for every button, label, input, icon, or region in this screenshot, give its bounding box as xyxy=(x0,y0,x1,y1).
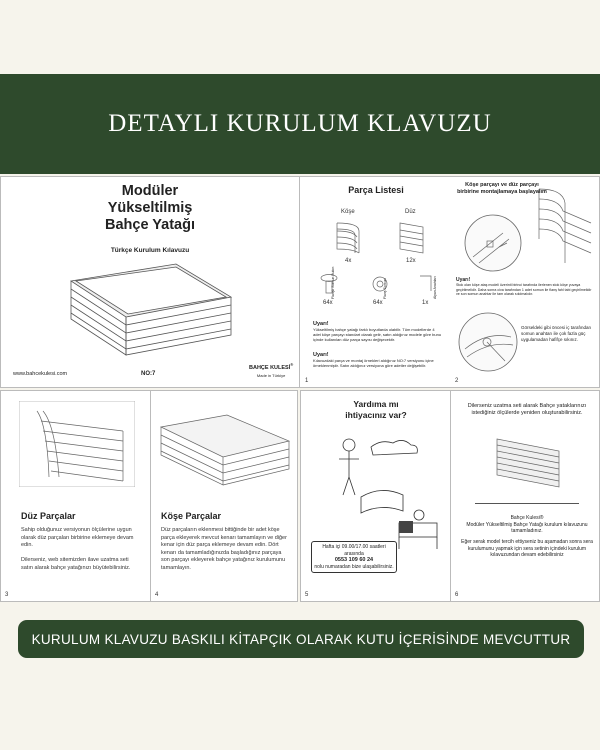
nut-name: Flanş Somun xyxy=(383,278,387,299)
cover-website: www.bahcekulesi.com xyxy=(13,371,68,377)
duz-text-2: Dilerseniz, web sitemizden ilave uzatma seti satın alarak bahçe yatağınızı büyütebilirsiniz. xyxy=(21,557,131,571)
wrench-detail-circle xyxy=(457,311,519,373)
join-note: Görseldeki gibi öncesi iç tarafından somun anahtarı ile çok fazla güç uygulamadan hafifçe sıkınız. xyxy=(521,325,592,342)
help-contact-box: Hafta içi 09.00/17.00 saatleri arasında 0553 109 60 24 nolu numaradan bize ulaşabilirsiniz. xyxy=(311,541,397,573)
join-parts-illustration xyxy=(533,183,597,269)
footer-text: KURULUM KLAVUZU BASKILI KİTAPÇIK OLARAK KUTU İÇERİSİNDE MEVCUTTUR xyxy=(31,631,571,647)
kose-qty: 4x xyxy=(345,258,352,264)
duz-page xyxy=(1,391,151,601)
duz-text-1: Sahip olduğunuz versiyonun ölçülerine uygun olarak düz parçaları birbirine eklemeye devam edin. xyxy=(21,527,134,548)
duz-label: Düz xyxy=(405,209,416,215)
help-illustration xyxy=(321,431,441,551)
parts-list-page xyxy=(301,177,451,387)
kose-page xyxy=(151,391,298,601)
duz-part-icon xyxy=(397,219,427,255)
extension-illustration xyxy=(491,435,565,491)
join-warning: Uyarı! Stok olan köşe ataş modeli üzerinti birinci tarafında ilerlenen stok köşe yuvaya geçirilmelidir. Daha sonra civa tarafından 1 adet somun ile flanş fahl tabi geçirilmelidir ve son somun anahtar ile tam olarak sıkılmalıdır. xyxy=(456,277,592,297)
duz-title: Düz Parçalar xyxy=(21,511,76,521)
extension-page xyxy=(451,391,600,601)
spread-help-ext xyxy=(300,390,600,602)
page-number: 5 xyxy=(305,592,309,598)
page-number: 6 xyxy=(455,592,459,598)
parts-warning-2: Uyarı! Kılavuzdaki parça ve montaj örnekleri aldığınız NO:7 versiyonu içine örneklenmiştir. Satın aldığınız versiyona göre adetler değişebilir. xyxy=(313,352,434,368)
page-number: 3 xyxy=(5,592,9,598)
garden-bed-illustration xyxy=(56,259,246,359)
kose-title: Köşe Parçalar xyxy=(161,511,222,521)
help-title: Yardıma mı ihtiyacınız var? xyxy=(345,399,407,420)
key-qty: 1x xyxy=(422,300,429,306)
thanks-text: Bahçe Kulesi® Modüler Yükseltilmiş Bahçe Yatağı kurulum kılavuzunu tamamladınız. xyxy=(466,515,588,534)
join-step-title: Köşe parçayı ve düz parçayı birbirine montajlamaya başlayalım xyxy=(457,182,547,195)
duz-illustration xyxy=(19,401,135,487)
join-detail-circle xyxy=(463,213,523,273)
page-title: DETAYLI KURULUM KLAVUZU xyxy=(108,110,492,137)
bolt-name: Flanşlı Somun Bulon xyxy=(331,266,335,299)
cover-model: NO:7 xyxy=(141,371,156,377)
cover-title-line3: Bahçe Yatağı xyxy=(104,217,195,233)
key-name: Alyan Anahtarı xyxy=(433,276,437,299)
page-number: 4 xyxy=(155,592,159,598)
help-page xyxy=(301,391,451,601)
bolt-qty: 64x xyxy=(323,300,333,306)
spread-cover-parts xyxy=(0,176,600,388)
kose-text: Düz parçaların eklenmesi bittiğinde bir adet köşe parça ekleyerek mevcut kenarı tamamlayın ve diğer kenar için düz parça eklemeye devam edin. Dört kenarı da tamamladığınızda başladığınız parçaya son parçayı ekleyerek bahçe yatağınız kurulumunu tamamlayın. xyxy=(161,527,287,571)
spread-duz-kose xyxy=(0,390,298,602)
cover-subtitle: Türkçe Kurulum Kılavuzu xyxy=(110,247,190,254)
cover-title-line1: Modüler xyxy=(121,183,179,199)
cover-page xyxy=(1,177,299,387)
join-step-page xyxy=(451,177,600,387)
brand-logo: BAHÇE KULESİ® Made in Türkiye xyxy=(249,362,294,378)
header-banner xyxy=(0,74,600,174)
page-number: 1 xyxy=(305,378,309,384)
page-number: 2 xyxy=(455,378,459,384)
parts-warning-1: Uyarı! Yükseltilmiş bahçe yatağı farklı boyutlarda olabilir. Tüm modellerde 4 adet köşe parçayı standart olarak gelir, satın aldığınız modele göre bunu içinde kullanılan düz parça sayısı değişecektir. xyxy=(313,321,442,342)
kose-illustration xyxy=(157,411,293,489)
extension-text: Dilerseniz uzatma seti alarak Bahçe yataklarınızı istediğiniz ölçülerde yeniden oluşturabilirsiniz. xyxy=(467,403,587,416)
footer-banner xyxy=(18,620,584,658)
cover-title-line2: Yükseltilmiş xyxy=(107,200,193,216)
extension-divider xyxy=(475,503,579,504)
duz-qty: 12x xyxy=(406,258,416,264)
final-text: Eğer serak model tercih ettiyseniz bu aşamadan sonra sera kurulumunu yapmak için sera setinin içindeki kurulum kılavuzundan devam edebilirsiniz xyxy=(461,539,593,558)
kose-label: Köşe xyxy=(341,209,355,215)
bolt-icon xyxy=(319,273,339,295)
help-phone[interactable]: 0553 109 60 24 xyxy=(334,557,374,563)
kose-part-icon xyxy=(333,219,363,255)
nut-qty: 64x xyxy=(373,300,383,306)
spread-divider xyxy=(299,177,300,388)
parts-list-title: Parça Listesi xyxy=(348,185,404,195)
